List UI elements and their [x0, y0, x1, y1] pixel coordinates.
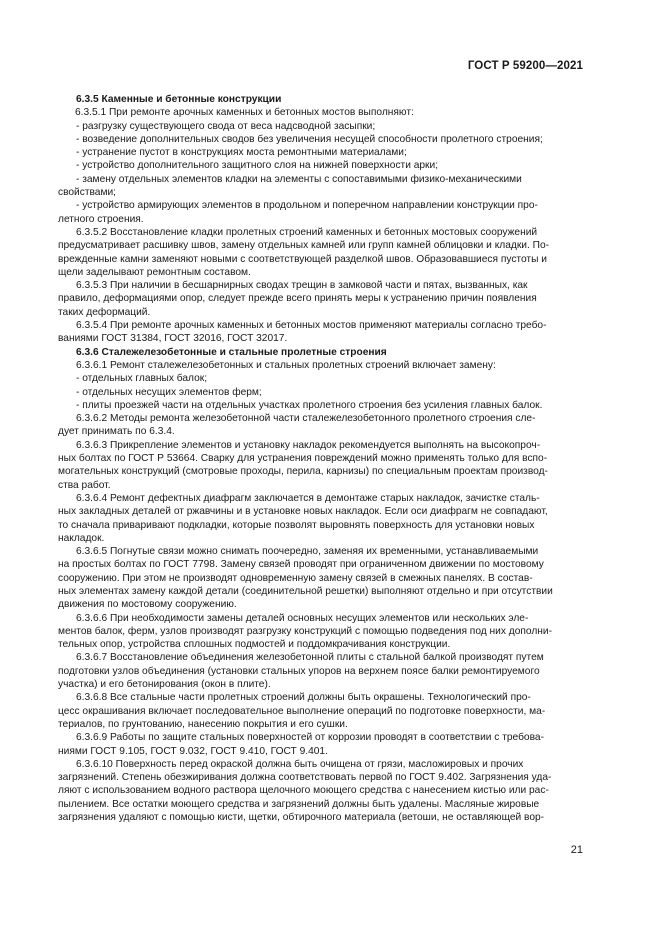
text-line: - отдельных главных балок; [76, 373, 208, 385]
text-line: загрязнения удаляют с помощью кисти, щетки, обтирочного материала (ветоши, не оставляющей вор- [58, 812, 545, 824]
text-line: 6.3.6.3 Прикрепление элементов и установку накладок рекомендуется выполнять на высокопроч- [76, 439, 541, 451]
text-line: 6.3.5.4 При ремонте арочных каменных и бетонных мостов применяют материалы согласно требо- [76, 320, 547, 332]
text-line: - устранение пустот в конструкциях моста ремонтными материалами; [76, 147, 407, 159]
text-line: на простых болтах по ГОСТ 7798. Замену связей проводят при ограниченном движении по мостовому [58, 559, 544, 571]
text-line: 6.3.6.7 Восстановление объединения железобетонной плиты с стальной балкой производят путем [76, 652, 544, 664]
text-line: 6.3.6.5 Погнутые связи можно снимать поочередно, заменяя их временными, устанавливаемыми [76, 546, 539, 558]
text-line: - возведение дополнительных сводов без увеличения несущей способности пролетного строения; [76, 133, 543, 145]
text-line: участка) и его бетонирования (окон в плите). [58, 679, 271, 691]
section-heading: 6.3.5 Каменные и бетонные конструкции [76, 94, 282, 105]
text-line: 6.3.6.8 Все стальные части пролетных строений должны быть окрашены. Технологический про- [76, 692, 531, 704]
text-line: 6.3.6.10 Поверхность перед окраской должна быть очищена от грязи, масложировых и прочих [76, 758, 524, 770]
text-line: - замену отдельных элементов кладки на элементы с сопоставимыми физико-механическими [76, 173, 522, 185]
text-line: ментов балок, ферм, узлов производят разгрузку конструкций с помощью подведения под них дополни- [58, 625, 553, 637]
text-line: 6.3.5.2 Восстановление кладки пролетных строений каменных и бетонных мостовых сооружений [76, 226, 538, 238]
text-line: ства работ. [58, 479, 111, 491]
text-line: 6.3.5.1 При ремонте арочных каменных и бетонных мостов выполняют: [75, 107, 414, 119]
document-id: ГОСТ Р 59200—2021 [467, 60, 583, 72]
text-line: 6.3.6.9 Работы по защите стальных поверхностей от коррозии проводят в соответствии с требова- [76, 732, 544, 744]
text-line: - плиты проезжей части на отдельных участках пролетного строения без усиления главных балок. [76, 399, 543, 411]
text-line: врежденные камни заменяют новыми с соответствующей разделкой швов. Образовавшиеся пустоты и [58, 253, 547, 265]
text-line: ных элементах замену каждой детали (соединительной решетки) выполняют отдельно и при отсутствии [58, 585, 553, 597]
text-line: то сначала приваривают подкладки, которые позволят выровнять поверхность для установки новых [58, 519, 535, 531]
text-line: предусматривает расшивку швов, замену отдельных камней или групп камней облицовки и кладки. По- [58, 240, 550, 252]
text-line: - устройство армирующих элементов в продольном и поперечном направлении конструкции про- [76, 200, 538, 212]
text-line: могательных конструкций (смотровые проходы, перила, карнизы) по специальным проектам производ- [58, 466, 548, 478]
text-line: загрязнений. Степень обезжиривания должна соответствовать первой по ГОСТ 9.402. Загрязнения уда- [58, 772, 552, 784]
text-line: 6.3.6.6 При необходимости замены деталей основных несущих элементов или нескольких эле- [76, 612, 529, 624]
text-line: тельных опор, устройства сплошных подмостей и поддомкрачивания конструкции. [58, 639, 451, 651]
text-line: ных болтах по ГОСТ Р 53664. Сварку для устранения повреждений можно применять только для вспо- [58, 453, 548, 465]
text-line: 6.3.6.4 Ремонт дефектных диафрагм заключается в демонтаже старых накладок, зачистке сталь- [76, 492, 540, 504]
text-line: свойствами; [58, 187, 116, 199]
text-line: сооружению. При этом не производят одновременную замену связей в смежных панелях. В состав- [58, 572, 533, 584]
text-line: териалов, по грунтованию, нанесению покрытия и его сушки. [58, 718, 348, 730]
text-line: 6.3.5.3 При наличии в бесшарнирных сводах трещин в замковой части и пятах, вызванных, как [76, 280, 528, 292]
text-line: - разгрузку существующего свода от веса надсводной засыпки; [76, 120, 376, 132]
text-line: ваниями ГОСТ 31384, ГОСТ 32016, ГОСТ 32017. [58, 333, 288, 345]
text-line: правило, деформациями опор, следует прежде всего принять меры к устранению причин появления [58, 293, 537, 305]
text-line: - устройство дополнительного защитного слоя на нижней поверхности арки; [76, 160, 439, 172]
document-body [58, 93, 584, 824]
text-line: цесс окрашивания включает последовательное выполнение операций по подготовке поверхности, ма- [58, 705, 546, 717]
text-line: подготовки узлов объединения (установки стальных упоров на верхнем поясе балки ремонтируемого [58, 665, 540, 677]
section-heading: 6.3.6 Сталежелезобетонные и стальные пролетные строения [76, 346, 387, 358]
text-line: движения по мостовому сооружению. [58, 599, 237, 611]
text-line: ляют с использованием водного раствора щелочного моющего средства с нанесением кистью или рас- [58, 785, 549, 797]
text-line: 6.3.6.1 Ремонт сталежелезобетонных и стальных пролетных строений включает замену: [76, 359, 496, 371]
text-line: летного строения. [58, 213, 144, 225]
page-number: 21 [570, 844, 583, 856]
text-line: 6.3.6.2 Методы ремонта железобетонной части сталежелезобетонного пролетного строения сле- [76, 413, 536, 425]
text-line: дует принимать по 6.3.4. [58, 426, 175, 438]
text-line: ниями ГОСТ 9.105, ГОСТ 9.032, ГОСТ 9.410, ГОСТ 9.401. [58, 745, 328, 757]
text-line: щели заделывают ремонтным составом. [58, 266, 251, 278]
text-line: - отдельных несущих элементов ферм; [76, 386, 262, 398]
text-line: таких деформаций. [58, 306, 151, 318]
text-line: накладок. [58, 532, 105, 544]
text-line: пылением. Все остатки моющего средства и загрязнений должны быть удалены. Масляные жировые [58, 798, 540, 810]
text-line: ных закладных деталей от ржавчины и в установке новых накладок. Если оси диафрагм не совпадают, [58, 506, 548, 518]
